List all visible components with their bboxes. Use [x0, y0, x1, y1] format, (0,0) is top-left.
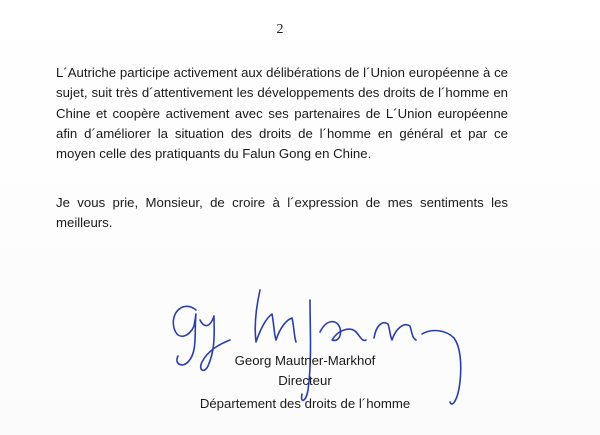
- page-number: 2: [276, 22, 284, 37]
- signature-stroke-markhof: [374, 323, 416, 340]
- signatory-name: Georg Mautner-Markhof: [234, 353, 376, 368]
- signature-stroke-m: [255, 290, 296, 342]
- closing-paragraph: Je vous prie, Monsieur, de croire à l´expression de mes sentiments les meilleurs.: [56, 195, 508, 231]
- signatory-department: Département des droits de l´homme: [199, 396, 411, 411]
- signatory-title: Directeur: [278, 373, 332, 388]
- signature-stroke-middle: [320, 322, 366, 341]
- body-paragraph-participation: L´Autriche participe activement aux délibérations de l´Union européenne à ce sujet, suit très d´attentivement les développements des droits de l´homme en Chine et coopère activement avec ses partenaires de L´Union européenne afin d´améliorer la situation des droits de l´homme en général et par ce moyen celle des pratiquants du Falun Gong en Chine.: [56, 65, 508, 162]
